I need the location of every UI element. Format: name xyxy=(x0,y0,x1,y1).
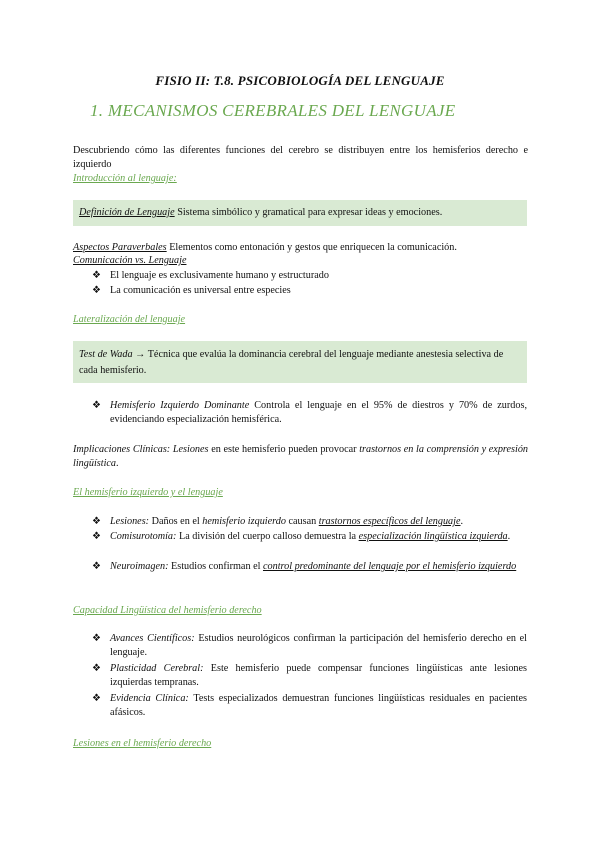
right-lesions-heading: Lesiones en el hemisferio derecho xyxy=(73,738,212,749)
bullet-icon: ❖ xyxy=(92,270,101,281)
paraverbal-term: Aspectos Paraverbales xyxy=(73,242,167,253)
list-item: El lenguaje es exclusivamente humano y estructurado xyxy=(110,270,329,281)
section-number: 1. xyxy=(90,101,104,120)
item-term: Evidencia Clínica: xyxy=(110,693,189,704)
bullet-icon: ❖ xyxy=(92,516,101,527)
item-text: Daños en el xyxy=(149,516,203,527)
bullet-icon: ❖ xyxy=(92,633,101,644)
bullet-icon: ❖ xyxy=(92,531,101,542)
left-dominant-item xyxy=(110,399,527,427)
item-emph: hemisferio izquierdo xyxy=(202,516,286,527)
bullet-icon: ❖ xyxy=(92,561,101,572)
definition-box xyxy=(73,200,527,226)
paraverbal-text: Elementos como entonación y gestos que enriquecen la comunicación. xyxy=(166,242,457,253)
wada-text: Técnica que evalúa la dominancia cerebral del lenguaje mediante anestesia selectiva de cada hemisferio. xyxy=(79,349,504,376)
item-link: control predominante del lenguaje por el hemisferio izquierdo xyxy=(262,561,517,572)
paraverbal-paragraph xyxy=(73,241,528,255)
item-end: . xyxy=(507,531,511,542)
wada-arrow: → xyxy=(132,349,148,360)
comm-vs-lang-heading xyxy=(73,254,528,268)
bullet-icon: ❖ xyxy=(92,400,101,411)
list-item xyxy=(110,692,527,720)
clinical-term: Implicaciones Clínicas: Lesiones xyxy=(73,444,209,455)
list-item xyxy=(110,560,527,574)
definition-text: Sistema simbólico y gramatical para expresar ideas y emociones. xyxy=(174,207,443,218)
list-item xyxy=(110,632,527,660)
bullet-icon: ❖ xyxy=(92,285,101,296)
item-end: . xyxy=(460,516,464,527)
document-title: FISIO II: T.8. PSICOBIOLOGÍA DEL LENGUAJE xyxy=(155,73,445,88)
clinical-end: . xyxy=(116,458,119,469)
lateralization-heading: Lateralización del lenguaje xyxy=(73,314,186,325)
clinical-text: en este hemisferio pueden provocar xyxy=(208,444,360,455)
item-term: Avances Científicos: xyxy=(110,633,195,644)
item-text: Estudios confirman el xyxy=(168,561,263,572)
item-text: Estudios neurológicos confirman la participación del hemisferio derecho en el lenguaje. xyxy=(110,633,527,658)
item-link: trastornos específicos del lenguaje xyxy=(318,516,461,527)
section-title: MECANISMOS CEREBRALES DEL LENGUAJE xyxy=(107,101,456,120)
wada-box xyxy=(73,341,527,383)
item-text: Este hemisferio puede compensar funciones lingüísticas ante lesiones izquierdas tempranas. xyxy=(110,663,527,688)
list-item xyxy=(110,515,527,529)
item-term: Comisurotomía: xyxy=(110,531,177,542)
comm-vs-lang-term: Comunicación vs. Lenguaje xyxy=(73,255,187,266)
item-term: Lesiones: xyxy=(110,516,150,527)
left-hemisphere-heading: El hemisferio izquierdo y el lenguaje xyxy=(73,487,223,498)
item-term: Plasticidad Cerebral: xyxy=(110,663,204,674)
list-item xyxy=(110,530,527,544)
intro-heading: Introducción al lenguaje: xyxy=(73,173,177,184)
item-link: especialización lingüística izquierda xyxy=(358,531,508,542)
list-item xyxy=(110,662,527,690)
right-hemisphere-heading: Capacidad Lingüística del hemisferio derecho xyxy=(73,605,262,616)
clinical-emph: trastornos en la comprensión y expresión lingüística xyxy=(73,444,529,469)
item-text: La división del cuerpo calloso demuestra la xyxy=(176,531,359,542)
intro-paragraph: Descubriendo cómo las diferentes funciones del cerebro se distribuyen entre los hemisferios derecho e izquierdo xyxy=(73,145,528,170)
wada-term: Test de Wada xyxy=(79,349,133,360)
left-dominant-text: Controla el lenguaje en el 95% de diestros y 70% de zurdos, evidenciando especialización hemisférica. xyxy=(110,400,527,425)
item-term: Neuroimagen: xyxy=(110,561,169,572)
definition-term: Definición de Lenguaje xyxy=(79,207,175,218)
item-text: causan xyxy=(285,516,319,527)
clinical-paragraph xyxy=(73,443,528,471)
section-heading-1 xyxy=(90,101,456,120)
bullet-icon: ❖ xyxy=(92,663,101,674)
list-item: La comunicación es universal entre especies xyxy=(110,285,291,296)
left-dominant-term: Hemisferio Izquierdo Dominante xyxy=(110,400,250,411)
item-text: Tests especializados demuestran funciones lingüísticas residuales en pacientes afásicos. xyxy=(110,693,527,718)
bullet-icon: ❖ xyxy=(92,693,101,704)
